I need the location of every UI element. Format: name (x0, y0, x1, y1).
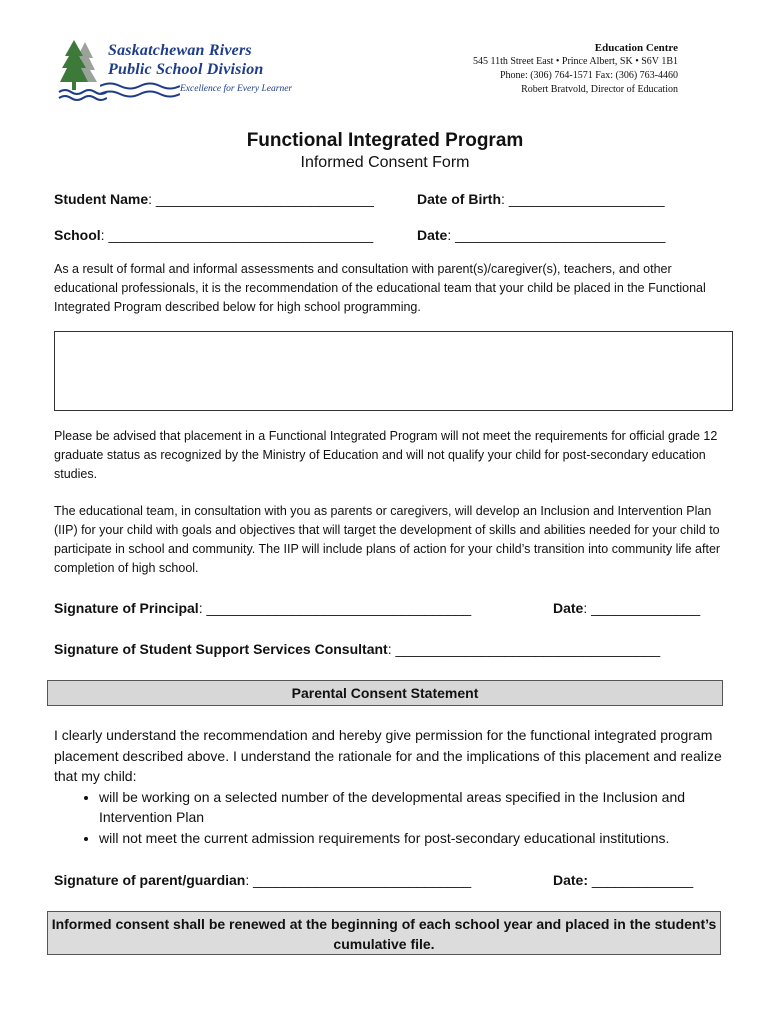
consultant-signature-field[interactable] (54, 641, 660, 657)
river-waves-icon (100, 80, 180, 102)
student-name-field[interactable] (54, 191, 374, 207)
parent-date-field[interactable] (553, 872, 693, 888)
date-label: Date (417, 227, 448, 243)
intro-paragraph: As a result of formal and informal assessments and consultation with parent(s)/caregiver(s), teachers, and other educational professionals, it is the recommendation of the educational team that your child be placed in the Functional Integrated Program described below for high school programming. (54, 262, 706, 314)
page-title: Functional Integrated Program (246, 130, 524, 151)
dob-label: Date of Birth (417, 191, 501, 207)
phone-fax: Phone: (306) 764-1571 Fax: (306) 763-4460 (499, 70, 678, 81)
school-line: : __________________________________ (100, 227, 374, 243)
parent-date-label: Date: (553, 872, 589, 888)
parent-signature-field[interactable] (54, 872, 471, 888)
student-name-line: : ____________________________ (148, 191, 374, 207)
principal-date-line: : ______________ (583, 600, 701, 616)
address-block (473, 41, 678, 97)
advisory-paragraph: Please be advised that placement in a Functional Integrated Program will not meet the requirements for official grade 12 graduate status as recognized by the Ministry of Education and will not qualify your child for post-secondary education studies. (54, 429, 718, 481)
principal-date-field[interactable] (553, 600, 700, 616)
principal-signature-label: Signature of Principal (54, 600, 199, 616)
principal-signature-field[interactable] (54, 600, 471, 616)
consultant-signature-line: : __________________________________ (387, 641, 661, 657)
consent-text: I clearly understand the recommendation and hereby give permission for the functional integrated program placement described above. I understand the rationale for and the implications of this placement and realize that my child: (54, 727, 722, 784)
student-name-label: Student Name (54, 191, 149, 207)
principal-date-label: Date (553, 600, 584, 616)
parent-date-line: _____________ (588, 872, 694, 888)
parental-consent-heading: Parental Consent Statement (47, 680, 723, 706)
org-name (108, 41, 264, 79)
consent-bullet-list (54, 787, 724, 849)
page-subtitle: Informed Consent Form (300, 154, 470, 171)
dob-line: : ____________________ (501, 191, 665, 207)
org-name-line1: Saskatchewan Rivers (108, 42, 252, 59)
parent-signature-label: Signature of parent/guardian (54, 872, 246, 888)
date-line: : ___________________________ (447, 227, 666, 243)
school-label: School (54, 227, 101, 243)
list-item: • will be working on a selected number of the developmental areas specified in the Inclusion and Intervention Plan (99, 787, 724, 828)
principal-signature-line: : __________________________________ (198, 600, 472, 616)
org-name-line2: Public School Division (108, 61, 264, 78)
director: Robert Bratvold, Director of Education (521, 84, 678, 95)
education-centre: Education Centre (594, 42, 678, 54)
date-of-birth-field[interactable] (417, 191, 665, 207)
school-field[interactable] (54, 227, 373, 243)
iip-paragraph: The educational team, in consultation with you as parents or caregivers, will develop an Inclusion and Intervention Plan (IIP) for your child with goals and objectives that will target the development of skills and abilities needed for your child to participate in school and community. The IIP will include plans of action for your child’s transition into community life after completion of high school. (54, 504, 721, 575)
org-tagline: Excellence for Every Learner (180, 84, 293, 94)
consultant-signature-label: Signature of Student Support Services Consultant (54, 641, 388, 657)
renewal-notice: Informed consent shall be renewed at the beginning of each school year and placed in the student’s cumulative file. (47, 911, 721, 955)
program-description-box[interactable] (54, 331, 733, 411)
consent-statement (54, 725, 724, 848)
list-item: • will not meet the current admission requirements for post-secondary educational institutions. (99, 828, 724, 849)
parent-signature-line: : ____________________________ (245, 872, 472, 888)
date-field[interactable] (417, 227, 665, 243)
street-address: 545 11th Street East • Prince Albert, SK • S6V 1B1 (472, 56, 678, 67)
